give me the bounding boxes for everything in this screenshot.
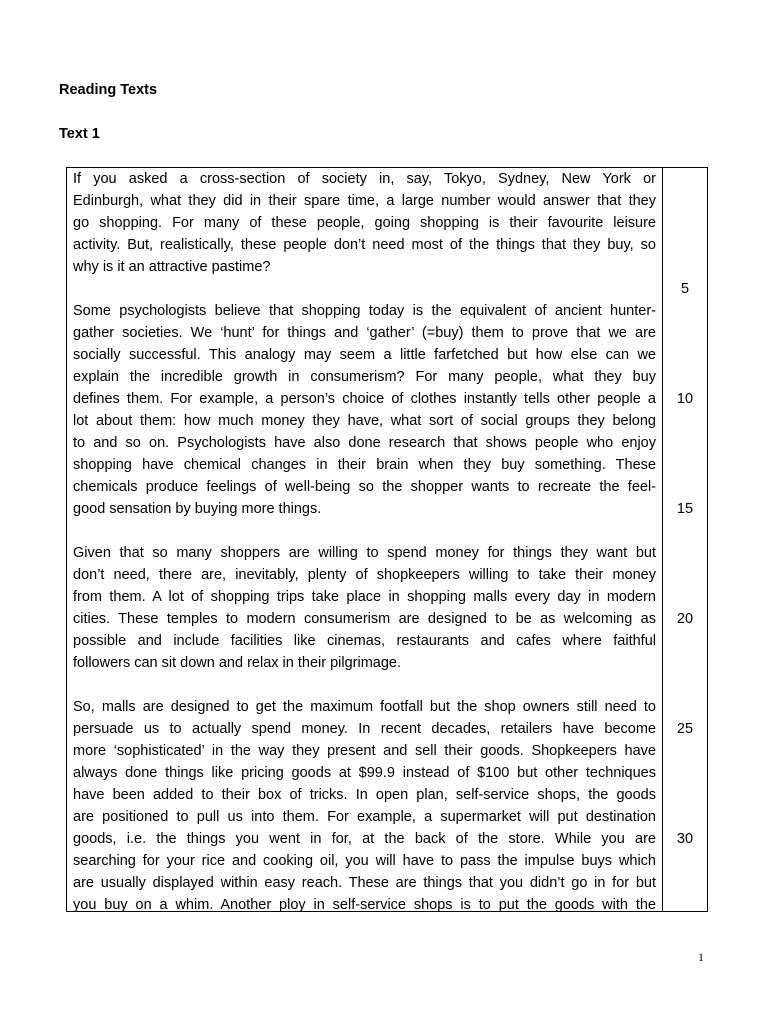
text-line: If you asked a cross-section of society in, say, Tokyo, Sydney, New York or bbox=[73, 171, 656, 187]
text-line: don’t need, there are, inevitably, plenty of shopkeepers willing to take their money bbox=[73, 567, 656, 583]
text-line: Some psychologists believe that shopping today is the equivalent of ancient hunter- bbox=[73, 303, 656, 319]
line-number-column bbox=[663, 168, 707, 911]
text-line: searching for your rice and cooking oil, you will have to pass the impulse buys which bbox=[73, 853, 656, 869]
reading-text-column bbox=[67, 168, 663, 911]
line-number: 5 bbox=[680, 281, 690, 297]
text-line: possible and include facilities like cinemas, restaurants and cafes where faithful bbox=[73, 633, 656, 649]
line-number: 20 bbox=[676, 611, 694, 627]
page-title: Reading Texts bbox=[59, 82, 158, 98]
text-line: lot about them: how much money they have, what sort of social groups they belong bbox=[73, 413, 656, 429]
text-line: why is it an attractive pastime? bbox=[73, 259, 271, 275]
line-number: 30 bbox=[676, 831, 694, 847]
text-line: always done things like pricing goods at $99.9 instead of $100 but other techniques bbox=[73, 765, 656, 781]
line-number: 25 bbox=[676, 721, 694, 737]
text-line: you buy on a whim. Another ploy in self-service shops is to put the goods with the bbox=[73, 897, 656, 913]
page-number: 1 bbox=[698, 950, 704, 964]
text-line: Edinburgh, what they did in their spare time, a large number would answer that they bbox=[73, 193, 656, 209]
text-line: are usually displayed within easy reach. These are things that you didn’t go in for but bbox=[73, 875, 656, 891]
text-line: chemicals produce feelings of well-being so the shopper wants to recreate the feel- bbox=[73, 479, 656, 495]
text-line: persuade us to actually spend money. In recent decades, retailers have become bbox=[73, 721, 656, 737]
text-line: So, malls are designed to get the maximum footfall but the shop owners still need to bbox=[73, 699, 656, 715]
text-line: shopping have chemical changes in their brain when they buy something. These bbox=[73, 457, 656, 473]
text-line: defines them. For example, a person’s choice of clothes instantly tells other people a bbox=[73, 391, 656, 407]
text-line: from them. A lot of shopping trips take place in shopping malls every day in modern bbox=[73, 589, 656, 605]
text-line: good sensation by buying more things. bbox=[73, 501, 322, 517]
text-line: go shopping. For many of these people, going shopping is their favourite leisure bbox=[73, 215, 656, 231]
text-title: Text 1 bbox=[59, 126, 100, 142]
text-line: are positioned to pull us into them. For example, a supermarket will put destination bbox=[73, 809, 656, 825]
line-number: 10 bbox=[676, 391, 694, 407]
text-line: goods, i.e. the things you went in for, at the back of the store. While you are bbox=[73, 831, 656, 847]
text-line: explain the incredible growth in consumerism? For many people, what they buy bbox=[73, 369, 656, 385]
text-line: more ‘sophisticated’ in the way they present and sell their goods. Shopkeepers have bbox=[73, 743, 656, 759]
text-line: gather societies. We ‘hunt’ for things and ‘gather’ (=buy) them to prove that we are bbox=[73, 325, 656, 341]
reading-text-box bbox=[66, 167, 708, 912]
text-line: have been added to their box of tricks. In open plan, self-service shops, the goods bbox=[73, 787, 656, 803]
text-line: socially successful. This analogy may seem a little farfetched but how else can we bbox=[73, 347, 656, 363]
text-line: cities. These temples to modern consumerism are designed to be as welcoming as bbox=[73, 611, 656, 627]
text-line: Given that so many shoppers are willing to spend money for things they want but bbox=[73, 545, 656, 561]
text-line: activity. But, realistically, these people don’t need most of the things that they buy, so bbox=[73, 237, 656, 253]
text-line: to and so on. Psychologists have also done research that shows people who enjoy bbox=[73, 435, 656, 451]
text-line: followers can sit down and relax in their pilgrimage. bbox=[73, 655, 402, 671]
line-number: 15 bbox=[676, 501, 694, 517]
